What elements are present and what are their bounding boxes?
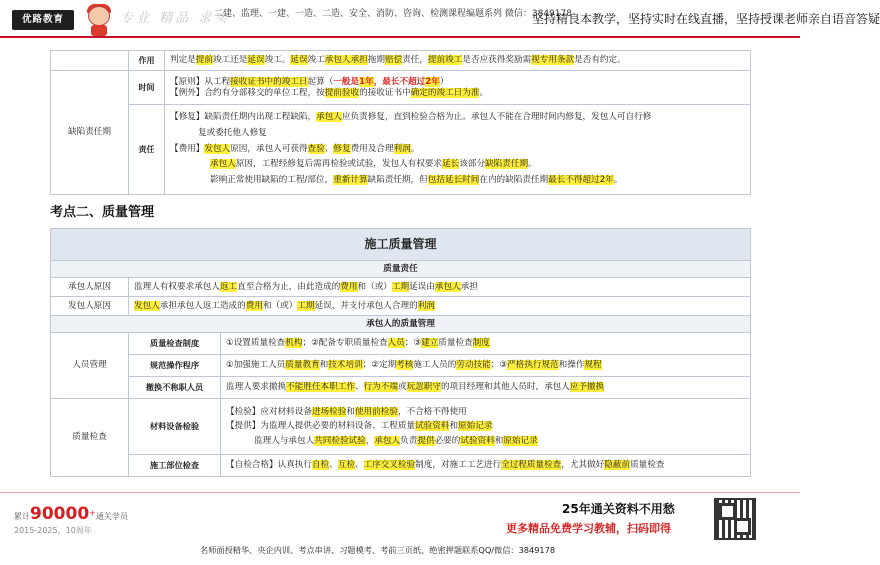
- table-row: [51, 105, 751, 195]
- band-quality-responsibility: 质量责任: [51, 261, 751, 278]
- table-title: 施工质量管理: [51, 229, 751, 261]
- header-divider: [0, 36, 800, 38]
- sub-quality-check-system: 质量检查制度: [129, 333, 221, 355]
- table-row: [51, 399, 751, 455]
- contractor-cause-text: 监理人有权要求承包人返工直至合格为止，由此造成的费用和（或）工期延误由承包人承担: [129, 278, 751, 297]
- header-slogan: 专业 精品 求实: [120, 11, 231, 26]
- quality-management-table: [50, 228, 751, 477]
- page-footer: [0, 490, 800, 565]
- time-text: 【原则】从工程接收证书中的竣工日起算（一般是1年，最长不超过2年） 【例外】合约有分部移交的单位工程，按提前验收的接收证书中确定的竣工日为准。: [165, 71, 751, 105]
- footer-contact: 名师面授精华、央企内训、考点串讲、习题模考、考前三页纸、绝密押题联系QQ/微信：3849178: [200, 545, 556, 555]
- category-employer-cause: 发包人原因: [51, 297, 129, 316]
- table-row: [51, 455, 751, 477]
- standard-procedure-text: ①加强施工人员质量教育和技术培训；②定期考核施工人员的劳动技能；③严格执行规范和操作规程: [221, 355, 751, 377]
- table-row: [51, 229, 751, 261]
- sub-work-inspection: 施工部位检查: [129, 455, 221, 477]
- anniversary-text: 2015-2025，10周年: [14, 526, 92, 535]
- defect-liability-table: [50, 50, 751, 195]
- table-row: [51, 377, 751, 399]
- table-row: [51, 51, 751, 71]
- header-live-text: 坚持精良本教学，坚持实时在线直播，坚持授课老师亲自语音答疑: [532, 12, 880, 26]
- category-defect-period: 缺陷责任期: [51, 71, 129, 195]
- table-row: [51, 278, 751, 297]
- band-contractor-quality: 承包人的质量管理: [51, 316, 751, 333]
- table-cell-empty: [51, 51, 129, 71]
- table-row: [51, 316, 751, 333]
- qr-code-icon[interactable]: [714, 498, 756, 540]
- sub-standard-procedure: 规范操作程序: [129, 355, 221, 377]
- category-contractor-cause: 承包人原因: [51, 278, 129, 297]
- sub-replace-staff: 撤换不称职人员: [129, 377, 221, 399]
- category-staff-management: 人员管理: [51, 333, 129, 399]
- table-row: [51, 333, 751, 355]
- footer-promo: 更多精品免费学习教辅，扫码即得: [506, 522, 671, 535]
- table-row: [51, 71, 751, 105]
- row-label-time: 时间: [129, 71, 165, 105]
- table-row: [51, 261, 751, 278]
- footer-divider: [0, 492, 800, 493]
- page-header: [0, 0, 880, 42]
- employer-cause-text: 发包人承担承包人返工造成的费用和（或）工期延误，并支付承包人合理的利润: [129, 297, 751, 316]
- brand-logo: 优路教育: [12, 10, 74, 30]
- sub-material-inspection: 材料设备检验: [129, 399, 221, 455]
- duty-text: 【修复】缺陷责任期内出现工程缺陷，承包人应负责修复，直到检验合格为止。承包人不能在合理时间内修复，发包人可自行修 复或委托他人修复 【费用】发包人原因，承包人可获得查验、修复费用及合理利润。 承包人原因，工程经修复后需再检验或试验，发包人有权要求延长该部分缺陷责任期。 影响正常使用缺陷的工程/部位，重新计算缺陷责任期，但包括延长时间在内的缺陷责任期最长不得超过2年。: [165, 105, 751, 195]
- header-marquee: 二建、监理、一建、一造、二造、安全、消防、咨询、检测课程编题系列 微信：3849178: [214, 9, 572, 19]
- row-label-effect: 作用: [129, 51, 165, 71]
- footer-tagline: 25年通关资料不用愁: [562, 502, 675, 516]
- work-inspection-text: 【自检合格】认真执行自检、互检、工序交叉检验制度，对施工工艺进行全过程质量检查，尤其做好隐蔽前质量检查: [221, 455, 751, 477]
- quality-check-system-text: ①设置质量检查机构；②配备专职质量检查人员；③建立质量检查制度: [221, 333, 751, 355]
- table-row: [51, 297, 751, 316]
- student-count: 累计90000+通关学员: [14, 504, 128, 524]
- row-label-duty: 责任: [129, 105, 165, 195]
- replace-staff-text: 监理人要求撤换不能胜任本职工作、行为不端或玩忽职守的项目经理和其他人员时，承包人应予撤换: [221, 377, 751, 399]
- table-row: [51, 355, 751, 377]
- mascot-icon: [84, 4, 114, 36]
- category-quality-inspection: 质量检查: [51, 399, 129, 477]
- effect-text: 判定是提前竣工还是延误竣工。延误竣工承包人承担拖期赔偿责任，提前竣工是否应获得奖励需视专用条款是否有约定。: [165, 51, 751, 71]
- material-inspection-text: 【检验】应对材料设备进场检验和使用前检验，不合格不得使用 【提供】为监理人提供必要的材料设备、工程质量试验资料和原始记录 监理人与承包人共同检验试验，承包人负责提供必要的试验资料和原始记录: [221, 399, 751, 455]
- section-heading: 考点二、质量管理: [50, 205, 155, 220]
